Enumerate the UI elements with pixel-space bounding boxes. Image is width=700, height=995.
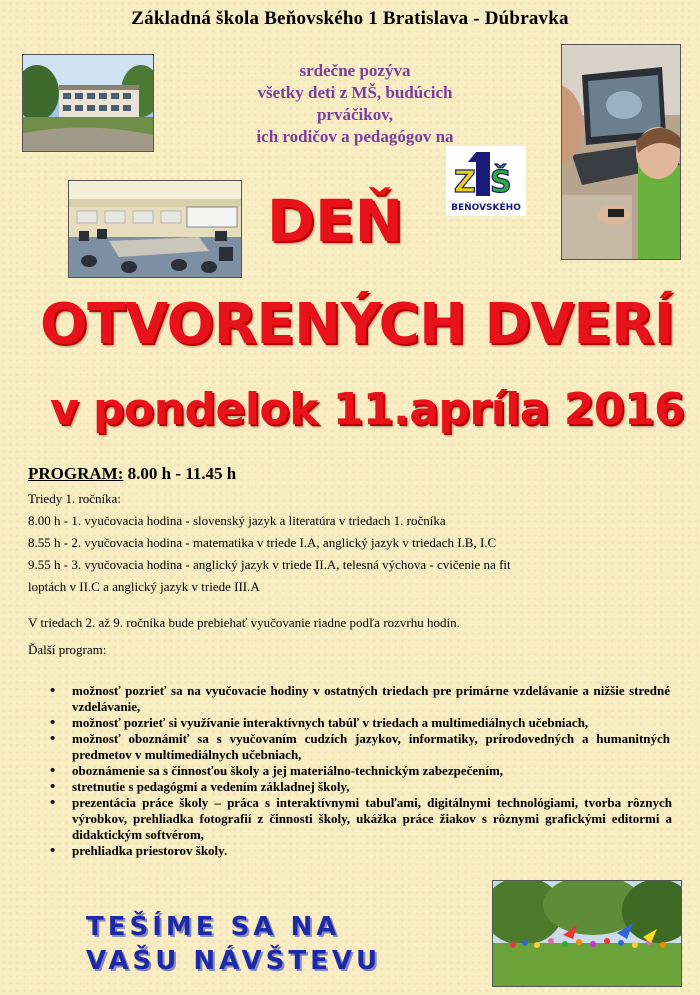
- event-title-line-2: OTVORENÝCH DVERÍ: [40, 292, 675, 357]
- welcome-slogan: [86, 910, 486, 978]
- svg-text:Z: Z: [454, 165, 476, 200]
- list-item: • prehliadka priestorov školy.: [72, 843, 670, 859]
- first-grade-heading: Triedy 1. ročníka:: [28, 491, 122, 506]
- logo-caption: BEŇOVSKÉHO: [451, 203, 521, 213]
- invite-text: [230, 60, 480, 148]
- list-item: • možnosť oboznámiť sa s vyučovaním cudzích jazykov, informatiky, prírodovedných a humanitných predmetov v multimediálnych učebniach,: [72, 731, 670, 763]
- program-time: 8.00 h - 11.45 h: [123, 464, 237, 483]
- welcome-line-1: TEŠÍME SA NA: [86, 912, 341, 942]
- list-item: • možnosť pozrieť sa na vyučovacie hodiny v ostatných triedach pre primárne vzdelávanie a nižšie stredné vzdelávanie,: [72, 683, 670, 715]
- lesson-1: 8.00 h - 1. vyučovacia hodina - slovenský jazyk a literatúra v triedach 1. ročníka: [28, 513, 446, 528]
- list-item: • stretnutie s pedagógmi a vedením základnej školy,: [72, 779, 670, 795]
- more-program-heading: Ďalší program:: [28, 642, 107, 657]
- list-item: • prezentácia práce školy – práca s interaktívnymi tabuľami, digitálnymi technológiami, tvorba rôznych výrobkov, prehliadka fotografií z činnosti školy, ukážka práce žiakov s rôznymi grafickými editormi a didaktickým softvérom,: [72, 795, 672, 843]
- outdoor-group-photo: [492, 880, 682, 987]
- event-date: v pondelok 11.apríla 2016: [50, 384, 685, 435]
- invite-line-2: všetky deti z MŠ, budúcich prváčikov,: [257, 83, 453, 124]
- list-item: • možnosť pozrieť si využívanie interaktívnych tabúľ v triedach a multimediálnych učebniach,: [72, 715, 670, 731]
- list-item: • oboznámenie sa s činnosťou školy a jej materiálno-technickým zabezpečením,: [72, 763, 670, 779]
- invite-line-1: srdečne pozýva: [299, 61, 411, 80]
- other-grades-note: V triedach 2. až 9. ročníka bude prebiehať vyučovanie riadne podľa rozvrhu hodín.: [28, 615, 460, 630]
- lesson-3-continued: loptách v II.C a anglický jazyk v triede III.A: [28, 579, 260, 594]
- event-title-line-1: DEŇ: [266, 187, 404, 255]
- more-program-list: [50, 683, 670, 859]
- invite-line-3: ich rodičov a pedagógov na: [256, 127, 454, 146]
- svg-text:Š: Š: [490, 165, 512, 200]
- program-section: [28, 462, 678, 658]
- school-building-photo: [22, 54, 154, 152]
- lesson-3: 9.55 h - 3. vyučovacia hodina - anglický jazyk v triede II.A, telesná výchova - cvičenie na fit: [28, 557, 511, 572]
- welcome-line-2: VAŠU NÁVŠTEVU: [86, 946, 382, 976]
- school-title: Základná škola Beňovského 1 Bratislava - Dúbravka: [131, 8, 569, 29]
- program-heading: PROGRAM:: [28, 464, 124, 483]
- lesson-2: 8.55 h - 2. vyučovacia hodina - matematika v triede I.A, anglický jazyk v triedach I.B, I.C: [28, 535, 497, 550]
